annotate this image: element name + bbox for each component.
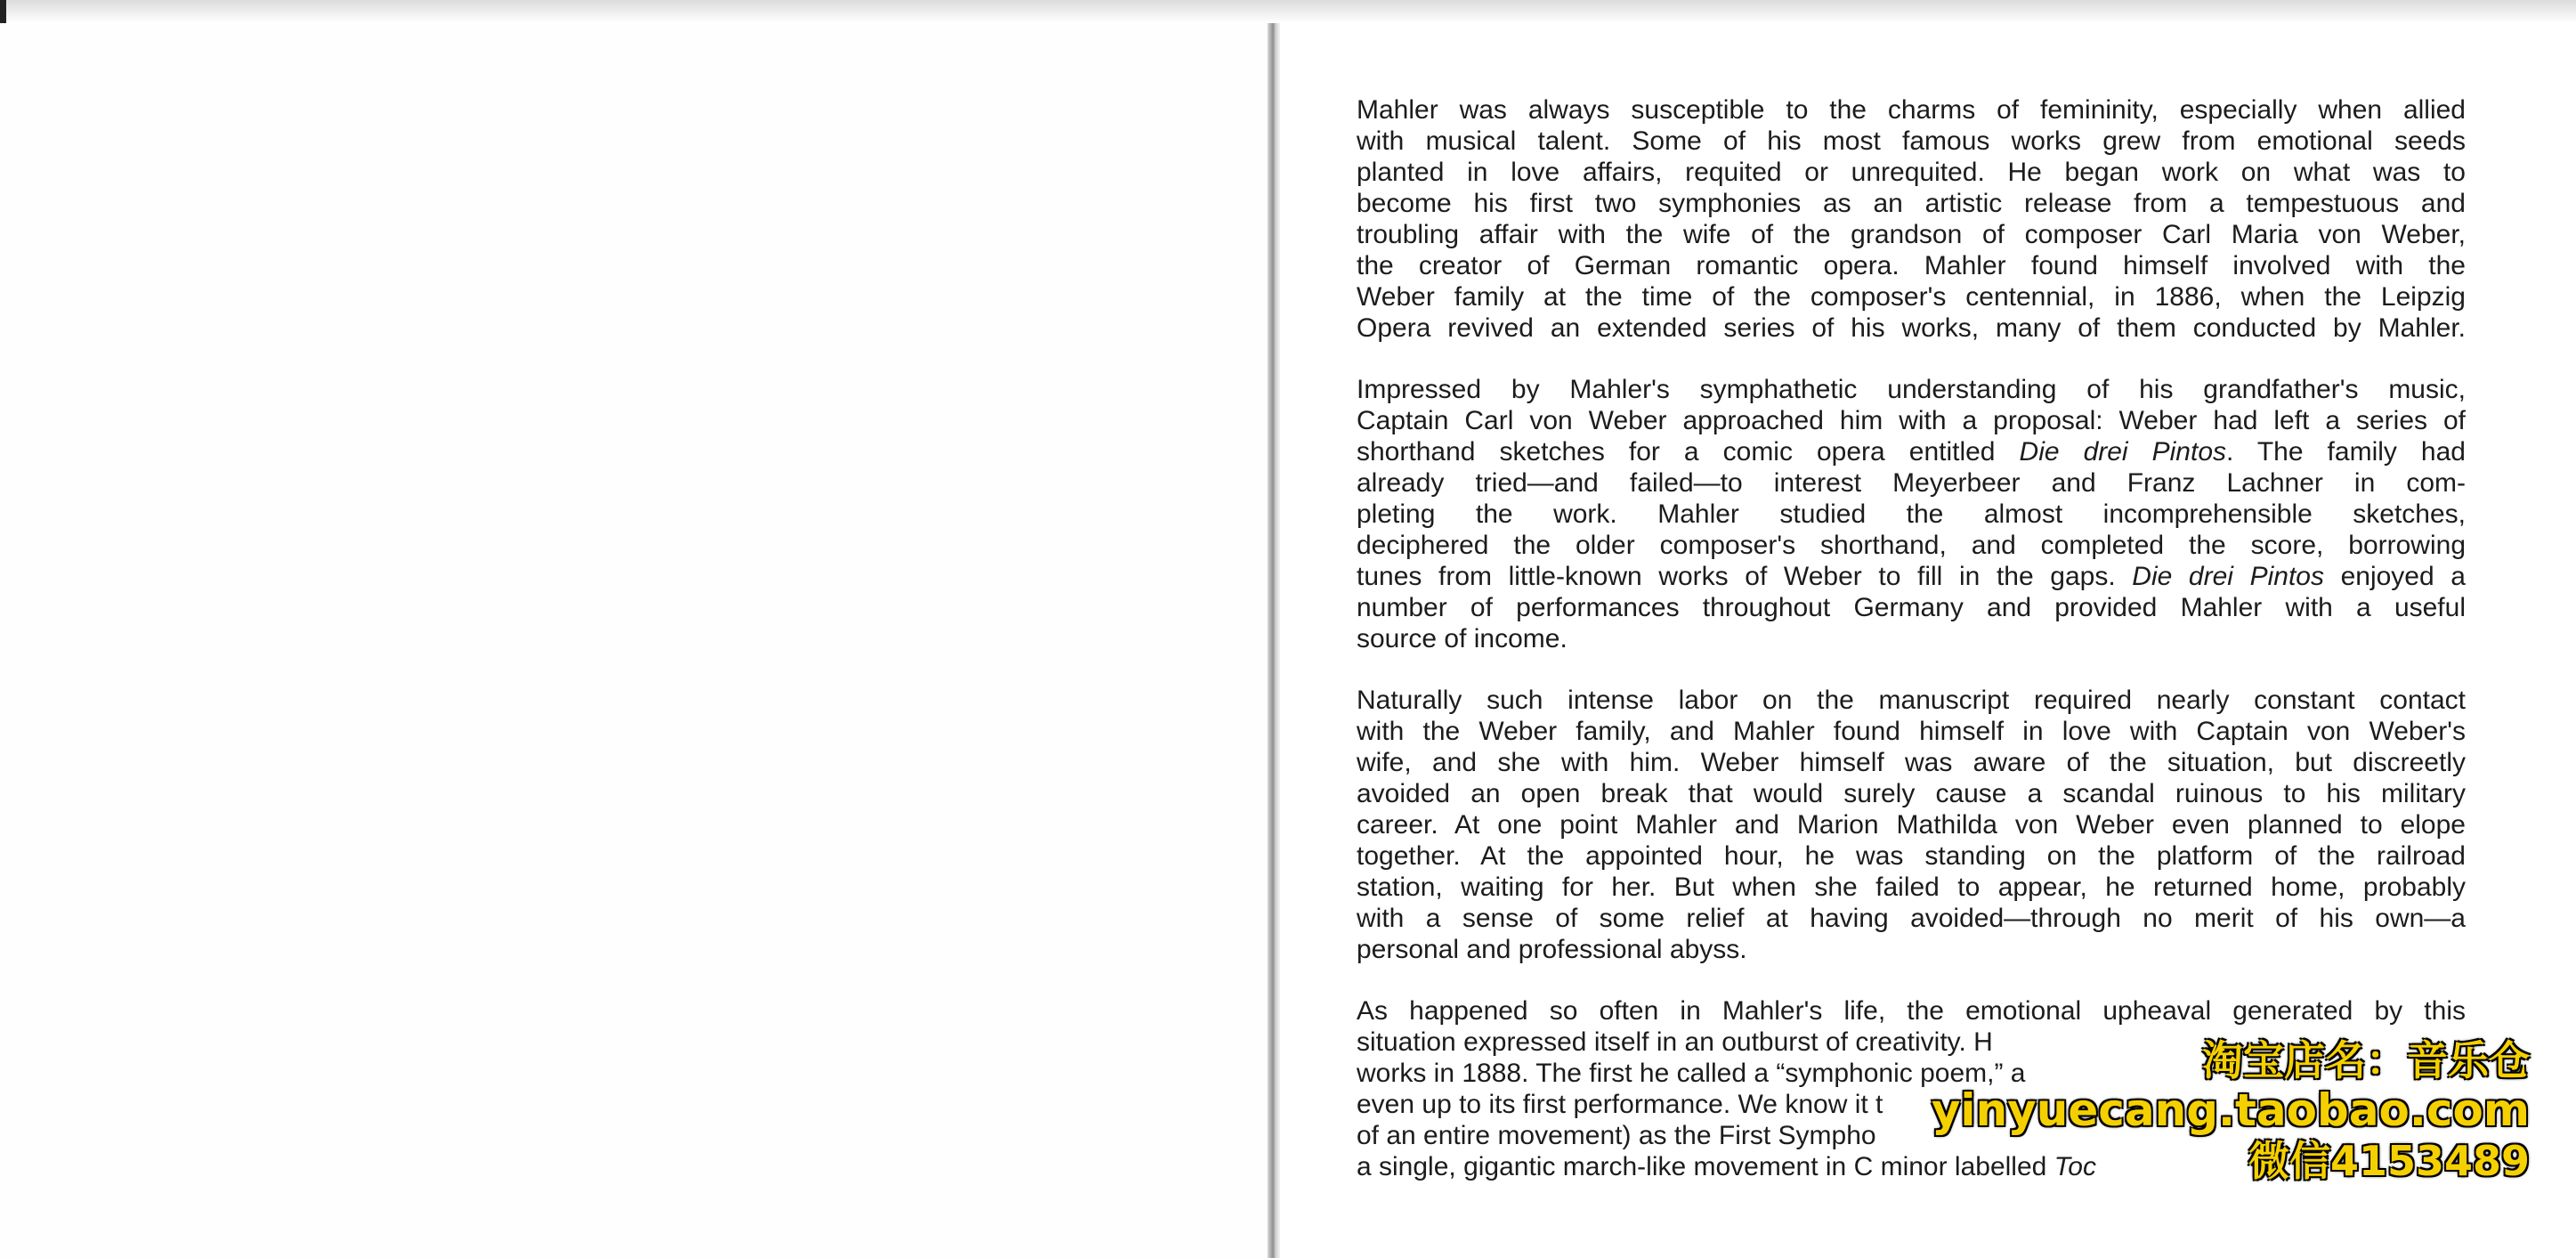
text-line: deciphered the older composer's shorthand, and completed the score, borrowing xyxy=(1357,531,2466,560)
corner-mark xyxy=(0,0,6,23)
text-line: Impressed by Mahler's symphathetic understanding of his grandfather's music, xyxy=(1357,375,2466,404)
text-line: become his first two symphonies as an artistic release from a tempestuous and xyxy=(1357,189,2466,218)
text-line: with a sense of some relief at having avoided—through no merit of his own—a xyxy=(1357,904,2466,933)
text-line: avoided an open break that would surely cause a scandal ruinous to his military xyxy=(1357,779,2466,808)
text-segment: . The family had xyxy=(2226,437,2466,467)
top-edge-shadow xyxy=(0,0,2576,23)
watermark-wechat: 微信4153489 xyxy=(2248,1137,2530,1186)
text-line: even up to its first performance. We know it t xyxy=(1357,1090,1883,1119)
text-line: together. At the appointed hour, he was standing on the platform of the railroad xyxy=(1357,841,2466,871)
text-line: Opera revived an extended series of his works, many of them conducted by Mahler. xyxy=(1357,313,2466,343)
text-line: station, waiting for her. But when she failed to appear, he returned home, probably xyxy=(1357,872,2466,902)
paragraph-2 xyxy=(1357,374,2466,654)
text-line: wife, and she with him. Weber himself was aware of the situation, but discreetly xyxy=(1357,748,2466,777)
text-line: planted in love affairs, requited or unrequited. He began work on what was to xyxy=(1357,158,2466,187)
text-segment: enjoyed a xyxy=(2323,562,2466,591)
text-line xyxy=(1357,436,2466,467)
text-line: number of performances throughout Germany and provided Mahler with a useful xyxy=(1357,593,2466,622)
text-line: of an entire movement) as the First Sympho xyxy=(1357,1121,1876,1150)
left-page-blank xyxy=(0,23,1268,1258)
text-line: troubling affair with the wife of the grandson of composer Carl Maria von Weber, xyxy=(1357,220,2466,249)
movement-title: Toc xyxy=(2054,1152,2096,1181)
body-text xyxy=(1357,94,2466,1182)
opera-title: Die drei Pintos xyxy=(2132,562,2324,591)
paragraph-3 xyxy=(1357,685,2466,965)
text-line: personal and professional abyss. xyxy=(1357,935,1747,964)
opera-title: Die drei Pintos xyxy=(2019,437,2227,467)
text-line: Captain Carl von Weber approached him with a proposal: Weber had left a series of xyxy=(1357,406,2466,435)
booklet-spine xyxy=(1268,23,1280,1258)
text-line: already tried—and failed—to interest Meyerbeer and Franz Lachner in com- xyxy=(1357,468,2466,498)
text-segment: shorthand sketches for a comic opera entitled xyxy=(1357,437,1996,467)
watermark xyxy=(1932,1036,2530,1186)
text-segment: tunes from little-known works of Weber to fill in the gaps. xyxy=(1357,562,2116,591)
text-line: with the Weber family, and Mahler found himself in love with Captain von Weber's xyxy=(1357,717,2466,746)
text-line: Mahler was always susceptible to the charms of femininity, especially when allied xyxy=(1357,95,2466,125)
text-line: works in 1888. The first he called a “symphonic poem,” a xyxy=(1357,1059,2026,1088)
watermark-shop-name: 淘宝店名：音乐仓 xyxy=(2202,1036,2530,1084)
text-line: the creator of German romantic opera. Mahler found himself involved with the xyxy=(1357,251,2466,280)
text-line: As happened so often in Mahler's life, the emotional upheaval generated by this xyxy=(1357,996,2466,1026)
text-line: situation expressed itself in an outburst of creativity. H xyxy=(1357,1027,1993,1057)
text-segment: a single, gigantic march-like movement in C minor labelled xyxy=(1357,1152,2047,1181)
text-line: source of income. xyxy=(1357,624,1567,653)
text-line: with musical talent. Some of his most famous works grew from emotional seeds xyxy=(1357,126,2466,156)
text-line xyxy=(1357,561,2466,592)
watermark-url: yinyuecang.taobao.com xyxy=(1931,1084,2530,1137)
text-line: pleting the work. Mahler studied the almost incomprehensible sketches, xyxy=(1357,499,2466,529)
paragraph-1 xyxy=(1357,94,2466,344)
text-line: Weber family at the time of the composer's centennial, in 1886, when the Leipzig xyxy=(1357,282,2466,312)
text-line: Naturally such intense labor on the manuscript required nearly constant contact xyxy=(1357,686,2466,715)
text-line: career. At one point Mahler and Marion Mathilda von Weber even planned to elope xyxy=(1357,810,2466,840)
